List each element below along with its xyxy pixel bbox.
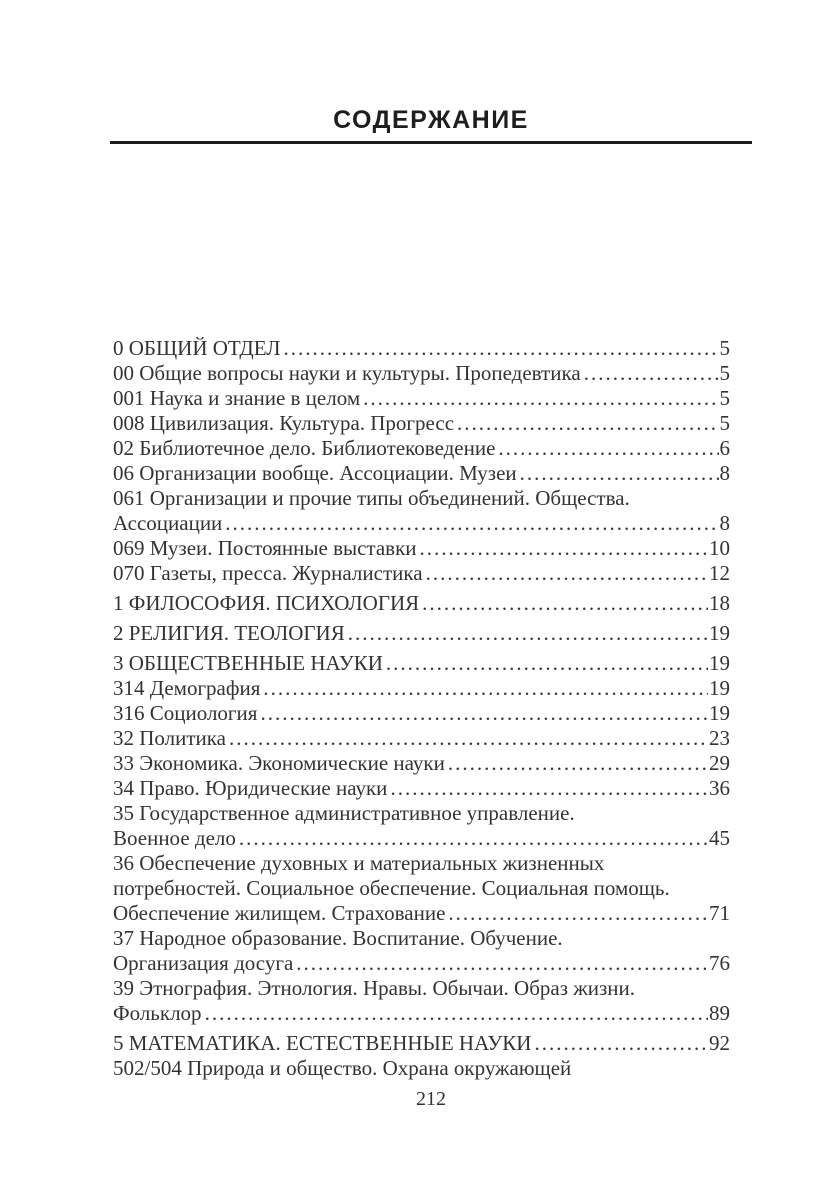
dot-leader [383, 651, 708, 676]
toc-entry-text: Военное дело [113, 826, 236, 850]
toc-line [113, 651, 730, 676]
toc-entry-text: 316 Социология [113, 701, 258, 725]
toc-entry-page-number: 19 [709, 651, 730, 675]
toc-line [113, 591, 730, 616]
toc-entry-page-number: 19 [709, 676, 730, 700]
toc-entry-text: Фольклор [113, 1001, 202, 1025]
toc-line [113, 386, 730, 411]
dot-leader [293, 951, 708, 976]
toc-entry-text: 2 РЕЛИГИЯ. ТЕОЛОГИЯ [113, 621, 345, 645]
toc-entry-page-number: 6 [719, 436, 730, 460]
dot-leader [222, 511, 718, 536]
toc-entry-text: Ассоциации [113, 511, 223, 535]
toc-entry-page-number: 8 [719, 461, 730, 485]
page-title: СОДЕРЖАНИЕ [333, 106, 529, 134]
toc-entry-text: 34 Право. Юридические науки [113, 776, 388, 800]
dot-leader [345, 621, 708, 646]
toc-line [113, 876, 730, 901]
toc-entry-page-number: 18 [709, 591, 730, 615]
toc-entry-page-number: 71 [709, 901, 730, 925]
toc-entry-page-number: 19 [709, 621, 730, 645]
toc-line [113, 676, 730, 701]
toc-entry-text: 069 Музеи. Постоянные выставки [113, 536, 417, 560]
dot-leader [517, 461, 719, 486]
toc-entry-text: 0 ОБЩИЙ ОТДЕЛ [113, 336, 281, 360]
toc-line [113, 511, 730, 536]
toc-entry-text: 33 Экономика. Экономические науки [113, 751, 445, 775]
toc-entry-text: 008 Цивилизация. Культура. Прогресс [113, 411, 455, 435]
dot-leader [257, 701, 708, 726]
toc-entry-page-number: 23 [709, 726, 730, 750]
dot-leader [423, 561, 708, 586]
dot-leader [445, 751, 708, 776]
toc-line [113, 851, 730, 876]
toc-entry-text: Обеспечение жилищем. Страхование [113, 901, 446, 925]
toc-line [113, 411, 730, 436]
toc-entry-page-number: 29 [709, 751, 730, 775]
toc-entry-page-number: 19 [709, 701, 730, 725]
toc-entry-text: 06 Организации вообще. Ассоциации. Музеи [113, 461, 517, 485]
toc-entry-text: 32 Политика [113, 726, 226, 750]
toc-entry-page-number: 5 [719, 336, 730, 360]
toc-entry-text: 061 Организации и прочие типы объединений. Общества. [113, 486, 630, 510]
toc-line [113, 926, 730, 951]
toc-line [113, 486, 730, 511]
table-of-contents [113, 336, 730, 1081]
toc-entry-text: 5 МАТЕМАТИКА. ЕСТЕСТВЕННЫЕ НАУКИ [113, 1031, 532, 1055]
toc-entry-text: 37 Народное образование. Воспитание. Обучение. [113, 926, 563, 950]
dot-leader [260, 676, 708, 701]
toc-line [113, 336, 730, 361]
toc-line [113, 1056, 730, 1081]
toc-entry-text: 35 Государственное административное управление. [113, 801, 575, 825]
toc-line [113, 976, 730, 1001]
toc-entry-text: 36 Обеспечение духовных и материальных жизненных [113, 851, 605, 875]
dot-leader [531, 1031, 708, 1056]
toc-entry-page-number: 76 [709, 951, 730, 975]
toc-entry-text: 314 Демография [113, 676, 261, 700]
toc-line [113, 726, 730, 751]
toc-line [113, 701, 730, 726]
dot-leader [419, 591, 708, 616]
toc-entry-text: 070 Газеты, пресса. Журналистика [113, 561, 423, 585]
toc-line [113, 751, 730, 776]
dot-leader [454, 411, 718, 436]
toc-line [113, 776, 730, 801]
dot-leader [387, 776, 708, 801]
toc-entry-page-number: 36 [709, 776, 730, 800]
toc-line [113, 951, 730, 976]
dot-leader [495, 436, 718, 461]
toc-line [113, 361, 730, 386]
dot-leader [360, 386, 718, 411]
toc-line [113, 801, 730, 826]
toc-line [113, 536, 730, 561]
toc-line [113, 1001, 730, 1026]
dot-leader [236, 826, 708, 851]
toc-entry-page-number: 92 [709, 1031, 730, 1055]
toc-entry-text: 3 ОБЩЕСТВЕННЫЕ НАУКИ [113, 651, 383, 675]
toc-line [113, 621, 730, 646]
title-divider-rule [110, 141, 752, 144]
toc-line [113, 436, 730, 461]
toc-entry-page-number: 45 [709, 826, 730, 850]
dot-leader [581, 361, 719, 386]
dot-leader [417, 536, 708, 561]
toc-entry-text: 00 Общие вопросы науки и культуры. Пропедевтика [113, 361, 581, 385]
toc-entry-text: 39 Этнография. Этнология. Нравы. Обычаи. Образ жизни. [113, 976, 636, 1000]
toc-entry-page-number: 8 [719, 511, 730, 535]
toc-line [113, 1031, 730, 1056]
dot-leader [281, 336, 719, 361]
toc-entry-text: 02 Библиотечное дело. Библиотековедение [113, 436, 496, 460]
toc-entry-page-number: 5 [719, 411, 730, 435]
toc-entry-page-number: 5 [719, 386, 730, 410]
folio-page-number: 212 [416, 1088, 446, 1110]
toc-entry-text: потребностей. Социальное обеспечение. Социальная помощь. [113, 876, 670, 900]
toc-entry-text: Организация досуга [113, 951, 294, 975]
toc-line [113, 901, 730, 926]
dot-leader [226, 726, 708, 751]
toc-entry-text: 502/504 Природа и общество. Охрана окружающей [113, 1056, 572, 1080]
dot-leader [202, 1001, 708, 1026]
toc-entry-text: 1 ФИЛОСОФИЯ. ПСИХОЛОГИЯ [113, 591, 420, 615]
dot-leader [445, 901, 708, 926]
toc-entry-page-number: 89 [709, 1001, 730, 1025]
toc-entry-page-number: 12 [709, 561, 730, 585]
toc-entry-page-number: 10 [709, 536, 730, 560]
toc-line [113, 461, 730, 486]
toc-entry-text: 001 Наука и знание в целом [113, 386, 361, 410]
toc-line [113, 826, 730, 851]
toc-entry-page-number: 5 [719, 361, 730, 385]
toc-line [113, 561, 730, 586]
